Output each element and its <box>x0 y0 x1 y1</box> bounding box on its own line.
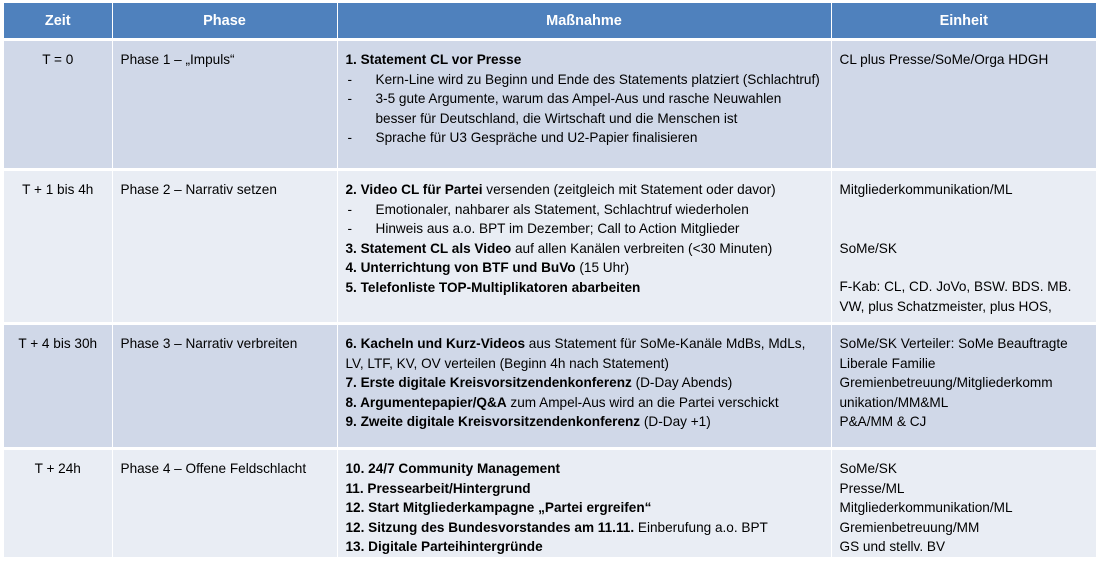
unit-item: P&A/MM & CJ <box>839 414 927 430</box>
phase-cell: Phase 4 – Offene Feldschlacht <box>112 449 337 557</box>
einheit-cell <box>831 449 1096 557</box>
measure-item-bold: 2. Video CL für Partei <box>345 182 483 197</box>
massnahme-cell <box>337 40 831 170</box>
measure-item: 12. Start Mitgliederkampagne „Partei ergreifen“ <box>345 500 652 516</box>
measure-item <box>346 373 825 393</box>
header-massnahme: Maßnahme <box>337 3 831 40</box>
zeit-cell: T = 0 <box>4 40 112 170</box>
unit-item: Mitgliederkommunikation/ML <box>839 182 1013 197</box>
measure-item <box>346 412 825 432</box>
bullet-item: - Hinweis aus a.o. BPT im Dezember; Call to Action Mitglieder <box>346 219 825 239</box>
measure-item-bold: 8. Argumentepapier/Q&A <box>345 394 507 410</box>
unit-item: SoMe/SK <box>839 461 897 476</box>
measure-item <box>346 518 825 538</box>
measure-item-text: zum Ampel-Aus wird an die Partei verschickt <box>506 394 779 410</box>
bullet-item: - 3-5 gute Argumente, warum das Ampel-Aus und rasche Neuwahlen besser für Deutschland, die Wirtschaft und die Menschen ist <box>346 89 825 128</box>
measure-item-text: versenden (zeitgleich mit Statement oder davor) <box>482 182 776 197</box>
measures-table-container <box>4 3 1096 557</box>
measure-item-text: Einberufung a.o. BPT <box>634 519 768 535</box>
measure-item-bold: 3. Statement CL als Video <box>345 240 512 256</box>
measure-item: 13. Digitale Parteihintergründe <box>345 539 543 555</box>
table-row <box>4 40 1096 170</box>
zeit-cell: T + 1 bis 4h <box>4 170 112 324</box>
measure-item: 11. Pressearbeit/Hintergrund <box>345 480 531 496</box>
zeit-cell: T + 24h <box>4 449 112 557</box>
measure-item-bold: 4. Unterrichtung von BTF und BuVo <box>345 260 576 276</box>
unit-item: GS und stellv. BV <box>839 539 946 555</box>
phase-cell: Phase 1 – „Impuls“ <box>112 40 337 170</box>
table-row <box>4 449 1096 557</box>
massnahme-cell <box>337 449 831 557</box>
measures-table <box>4 3 1096 557</box>
measure-item: 10. 24/7 Community Management <box>345 461 561 476</box>
header-row <box>4 3 1096 40</box>
measure-item-bold: 6. Kacheln und Kurz-Videos <box>345 336 526 351</box>
measure-item-text: auf allen Kanälen verbreiten (<30 Minuten) <box>511 240 773 256</box>
bullet-item: - Kern-Line wird zu Beginn und Ende des Statements platziert (Schlachtruf) <box>346 70 825 90</box>
table-row <box>4 170 1096 324</box>
zeit-cell: T + 4 bis 30h <box>4 324 112 449</box>
einheit-cell <box>831 170 1096 324</box>
table-row <box>4 324 1096 449</box>
measure-item <box>346 239 825 259</box>
unit-item: Mitgliederkommunikation/ML <box>839 500 1013 516</box>
measure-item-text: (15 Uhr) <box>575 260 630 276</box>
header-zeit: Zeit <box>4 3 112 40</box>
unit-item: SoMe/SK Verteiler: SoMe Beauftragte Liberale Familie <box>839 336 1068 371</box>
unit-item: F-Kab: CL, CD. JoVo, BSW. BDS. MB. VW, plus Schatzmeister, plus HOS, <box>839 279 1072 314</box>
phase-cell: Phase 2 – Narrativ setzen <box>112 170 337 324</box>
unit-item: Gremienbetreuung/Mitgliederkomm unikation/MM&ML <box>839 375 1053 410</box>
unit-item: Gremienbetreuung/MM <box>839 519 980 535</box>
measure-item-text: (D-Day Abends) <box>631 375 733 391</box>
unit-item: SoMe/SK <box>839 240 897 256</box>
bullet-item: - Sprache für U3 Gespräche und U2-Papier finalisieren <box>346 128 825 148</box>
unit-item: CL plus Presse/SoMe/Orga HDGH <box>839 52 1049 67</box>
phase-cell: Phase 3 – Narrativ verbreiten <box>112 324 337 449</box>
header-einheit: Einheit <box>831 3 1096 40</box>
measure-item-bold: 12. Sitzung des Bundesvorstandes am 11.11. <box>345 519 635 535</box>
unit-item: Presse/ML <box>839 480 905 496</box>
einheit-cell <box>831 324 1096 449</box>
measure-item: 5. Telefonliste TOP-Multiplikatoren abarbeiten <box>345 279 641 295</box>
measure-item-bold: 7. Erste digitale Kreisvorsitzendenkonferenz <box>345 375 632 391</box>
einheit-cell <box>831 40 1096 170</box>
measure-item <box>346 180 825 200</box>
massnahme-cell <box>337 324 831 449</box>
measure-item <box>346 258 825 278</box>
measure-item <box>346 393 825 413</box>
massnahme-cell <box>337 170 831 324</box>
measure-item: 1. Statement CL vor Presse <box>345 52 522 67</box>
header-phase: Phase <box>112 3 337 40</box>
measure-item-text: aus Statement für SoMe-Kanäle MdBs, MdLs, LV, LTF, KV, OV verteilen (Beginn 4h nach Statement) <box>345 336 806 371</box>
measure-item-text: (D-Day +1) <box>640 414 711 430</box>
measure-item <box>346 334 825 373</box>
measure-item-bold: 9. Zweite digitale Kreisvorsitzendenkonferenz <box>345 414 641 430</box>
bullet-item: - Emotionaler, nahbarer als Statement, Schlachtruf wiederholen <box>346 200 825 220</box>
